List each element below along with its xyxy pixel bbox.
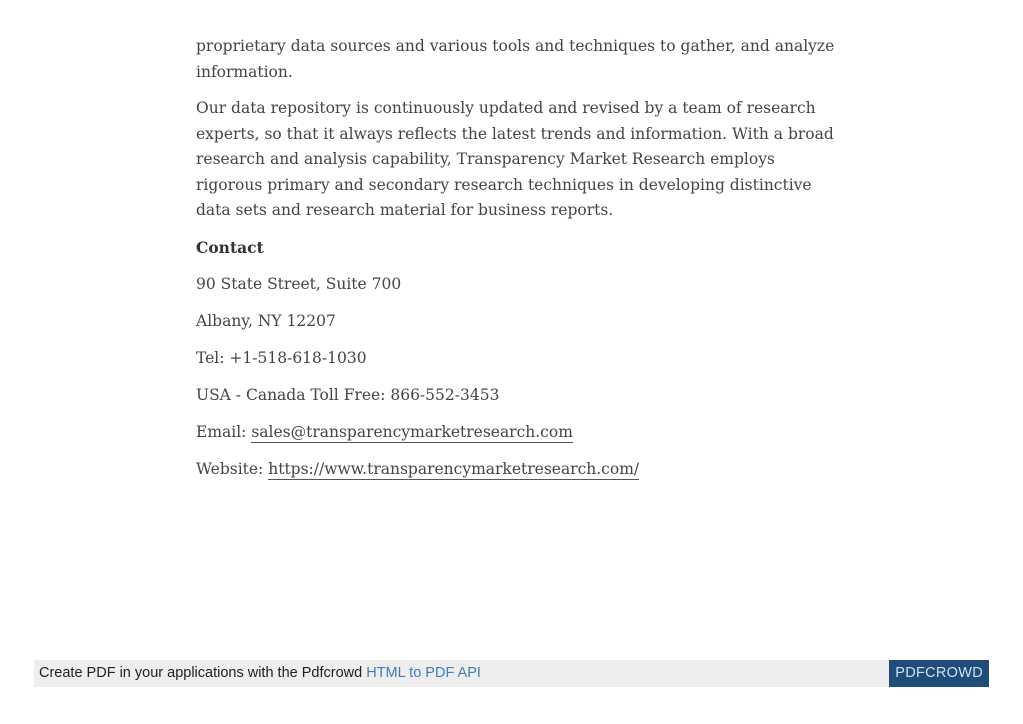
- email-link[interactable]: sales@transparencymarketresearch.com: [251, 422, 573, 441]
- paragraph-sources: proprietary data sources and various tools and techniques to gather, and analyze information.: [196, 37, 835, 81]
- telephone: Tel: +1-518-618-1030: [196, 348, 367, 367]
- footer-caption: Create PDF in your applications with the Pdfcrowd: [39, 665, 367, 681]
- address-line-1: 90 State Street, Suite 700: [196, 274, 402, 293]
- footer-text: [39, 660, 481, 687]
- html-to-pdf-api-link[interactable]: HTML to PDF API: [366, 665, 481, 681]
- email-label: Email:: [196, 422, 252, 441]
- pdfcrowd-brand-button[interactable]: PDFCROWD: [889, 660, 989, 687]
- email-line: [196, 420, 836, 446]
- toll-free-number: USA - Canada Toll Free: 866-552-3453: [196, 385, 500, 404]
- website-line: [196, 457, 836, 483]
- pdfcrowd-footer-bar: [34, 660, 989, 687]
- address-line-2: Albany, NY 12207: [196, 311, 336, 330]
- paragraph-repository: Our data repository is continuously updated and revised by a team of research experts, so that it always reflects the latest trends and information. With a broad research and analysis capability, Transparency Market Research employs rigorous primary and secondary research techniques in developing distinctive data sets and research material for business reports.: [196, 99, 834, 219]
- contact-heading: Contact: [196, 237, 264, 257]
- website-label: Website:: [196, 459, 269, 478]
- website-link[interactable]: https://www.transparencymarketresearch.com/: [268, 459, 640, 478]
- document-content: [196, 34, 836, 494]
